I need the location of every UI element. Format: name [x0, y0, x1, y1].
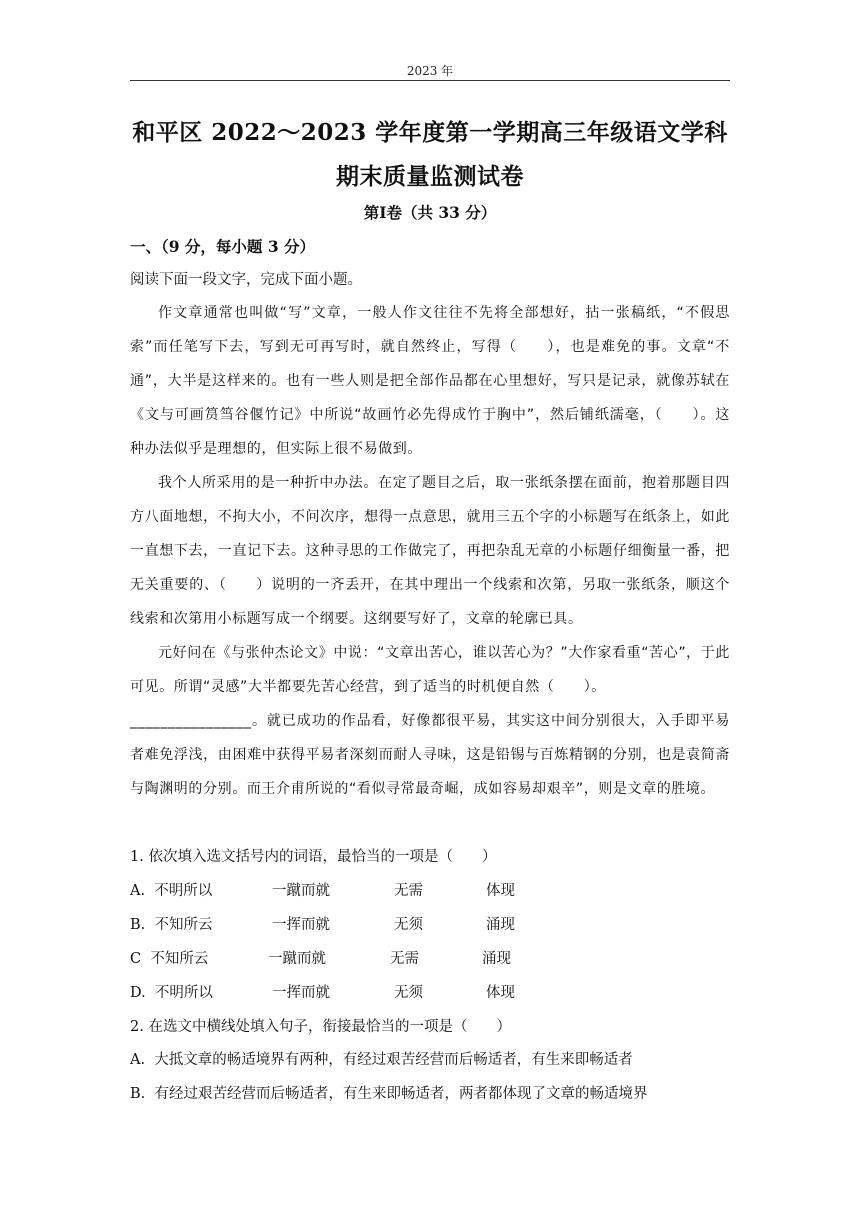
option-c-word-4: 涌现 — [482, 951, 511, 967]
section-instruction: 阅读下面一段文字，完成下面小题。 — [130, 272, 362, 288]
reading-passage — [130, 296, 730, 806]
option-b-word-4: 涌现 — [486, 917, 515, 933]
option-c-word-2: 一蹴而就 — [268, 951, 326, 967]
option-d-word-4: 体现 — [486, 985, 515, 1001]
question-1-option-c — [130, 947, 730, 967]
option-b-word-3: 无须 — [394, 917, 423, 933]
page-header-year: 2023 年 — [406, 64, 454, 78]
passage-paragraph-1: 作文章通常也叫做“写”文章，一般人作文往往不先将全部想好，拈一张稿纸，“不假思索”而任笔写下去，写到无可再写时，就自然终止，写得（ ），也是难免的事。文章“不通”，大半是这样来的。也有一些人则是把全部作品都在心里想好，写只是记录，就像苏轼在《文与可画筼筜谷偃竹记》中所说“故画竹必先得成竹于胸中”，然后铺纸濡毫，（ ）。这种办法似乎是理想的，但实际上很不易做到。 — [130, 305, 730, 457]
question-2-stem: 2. 在选文中横线处填入句子，衔接最恰当的一项是（ ） — [130, 1019, 511, 1035]
option-d-word-3: 无须 — [394, 985, 423, 1001]
question-1-option-d — [130, 981, 730, 1001]
option-c-word-1: C 不知所云 — [130, 951, 209, 967]
passage-paragraph-4: ________________。就已成功的作品看，好像都很平易，其实这中间分别很大，入手即平易者难免浮浅，由困难中获得平易者深刻而耐人寻味，这是铅锡与百炼精钢的分别，也是袁简斋与陶渊明的分别。而王介甫所说的“看似寻常最奇崛，成如容易却艰辛”，则是文章的胜境。 — [130, 713, 730, 797]
exam-title-line1: 和平区 2022～2023 学年度第一学期高三年级语文学科 — [132, 119, 728, 146]
option-a-word-3: 无需 — [394, 883, 423, 899]
option-b-word-2: 一挥而就 — [272, 917, 330, 933]
option-a-word-2: 一蹴而就 — [272, 883, 330, 899]
section-heading: 一、（9 分，每小题 3 分） — [130, 237, 316, 256]
volume-heading: 第Ⅰ卷（共 33 分） — [363, 203, 497, 222]
passage-paragraph-2: 我个人所采用的是一种折中办法。在定了题目之后，取一张纸条摆在面前，抱着那题目四方八面地想，不拘大小，不问次序，想得一点意思，就用三五个字的小标题写在纸条上，如此一直想下去，一直记下去。这种寻思的工作做完了，再把杂乱无章的小标题仔细衡量一番，把无关重要的、（ ）说明的一齐丢开，在其中理出一个线索和次第，另取一张纸条，顺这个线索和次第用小标题写成一个纲要。这纲要写好了，文章的轮廓已具。 — [130, 475, 730, 627]
question-2-option-a: A. 大抵文章的畅适境界有两种，有经过艰苦经营而后畅适者，有生来即畅适者 — [130, 1052, 633, 1068]
question-1-option-b — [130, 913, 730, 933]
option-d-word-2: 一挥而就 — [272, 985, 330, 1001]
question-1-stem: 1. 依次填入选文括号内的词语，最恰当的一项是（ ） — [130, 849, 497, 865]
question-2-option-b: B. 有经过艰苦经营而后畅适者，有生来即畅适者，两者都体现了文章的畅适境界 — [130, 1086, 648, 1102]
option-a-word-1: A. 不明所以 — [130, 883, 213, 899]
passage-paragraph-3: 元好问在《与张仲杰论文》中说：“文章出苦心，谁以苦心为？”大作家看重“苦心”，于此可见。所谓“灵感”大半都要先苦心经营，到了适当的时机便自然（ ）。 — [130, 645, 730, 695]
exam-title-line2: 期末质量监测试卷 — [336, 163, 524, 190]
option-c-word-3: 无需 — [390, 951, 419, 967]
option-a-word-4: 体现 — [486, 883, 515, 899]
question-1-option-a — [130, 879, 730, 899]
option-d-word-1: D. 不明所以 — [130, 985, 213, 1001]
header-divider — [130, 80, 730, 81]
option-b-word-1: B. 不知所云 — [130, 917, 213, 933]
